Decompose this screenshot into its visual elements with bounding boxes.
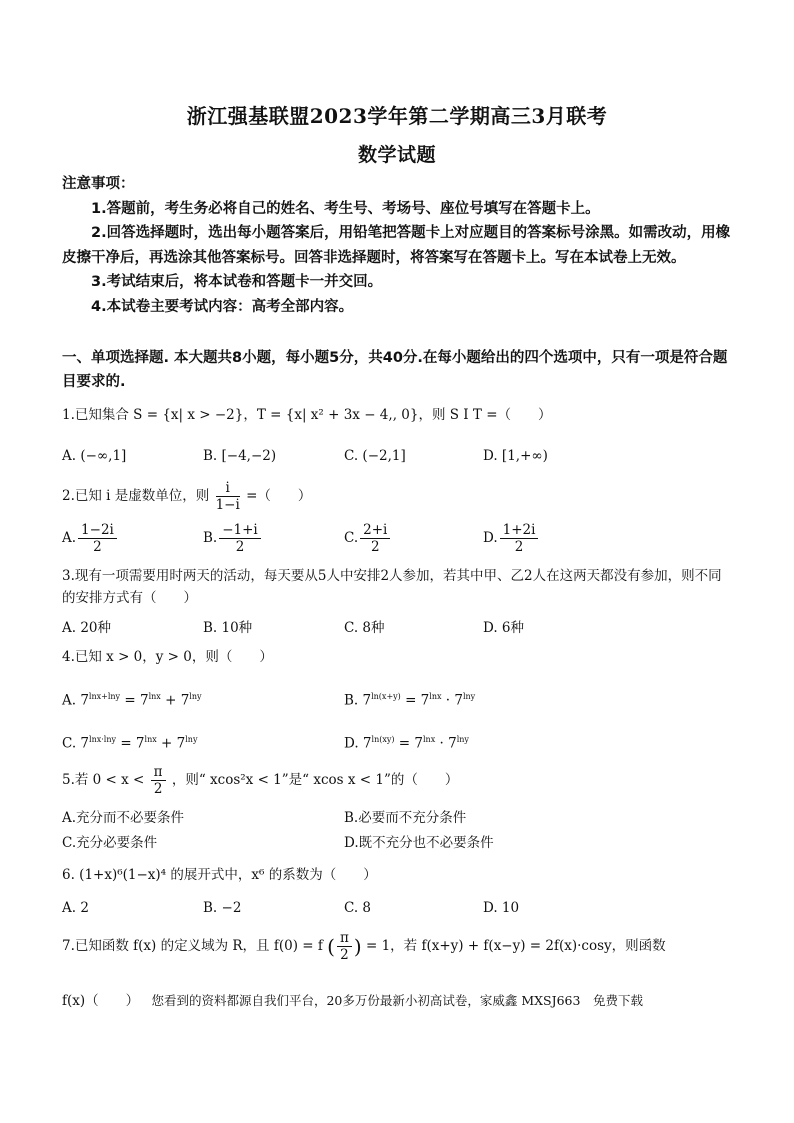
question-7-line2 bbox=[62, 990, 734, 1012]
numerator: 1+2i bbox=[500, 522, 539, 539]
stem-text: = 1，若 f(x+y) + f(x−y) = 2f(x)·cosy，则函数 bbox=[365, 938, 666, 954]
option-label: C. bbox=[344, 530, 359, 546]
stem-text: 2.已知 i 是虚数单位，则 bbox=[62, 488, 210, 504]
exponent: lny bbox=[462, 692, 476, 701]
fraction bbox=[337, 930, 352, 963]
fraction bbox=[78, 522, 117, 555]
fraction bbox=[219, 522, 261, 555]
exponent: ln(x+y) bbox=[371, 692, 401, 701]
numerator: i bbox=[216, 480, 240, 497]
note-item: 1.答题前，考生务必将自己的姓名、考生号、考场号、座位号填写在答题卡上。 bbox=[91, 200, 600, 217]
exponent: lny bbox=[185, 735, 198, 744]
note-item: 3.考试结束后，将本试卷和答题卡一并交回。 bbox=[91, 274, 383, 290]
option-text: C. 7 bbox=[62, 735, 90, 752]
option-b: B. 10种 bbox=[203, 620, 253, 636]
option-text: = 7 bbox=[400, 692, 430, 709]
fraction bbox=[216, 480, 240, 513]
option-d: D. [1,+∞) bbox=[483, 448, 548, 464]
numerator: 2+i bbox=[360, 522, 390, 539]
notes-block bbox=[62, 172, 734, 319]
denominator: 1−i bbox=[215, 497, 240, 513]
question-3-stem: 3.现有一项需要用时两天的活动，每天要从5人中安排2人参加，若其中甲、乙2人在这两天都没有参加，则不同的安排方式有（ ） bbox=[62, 568, 722, 606]
option-b bbox=[344, 692, 475, 709]
question-1-stem: 1.已知集合 S = {x| x > −2}，T = {x| x² + 3x − 4,, 0}，则 S I T =（ ） bbox=[62, 407, 552, 423]
question-7-stem bbox=[62, 930, 734, 963]
exponent: lnx bbox=[148, 692, 161, 701]
stem-text: ，则“ xcos²x < 1”是“ xcos x < 1”的（ ） bbox=[171, 772, 459, 788]
option-c bbox=[344, 522, 392, 555]
option-c: C. 8 bbox=[344, 900, 372, 916]
note-item: 2.回答选择题时，选出每小题答案后，用铅笔把答题卡上对应题目的答案标号涂黑。如需改动，用橡皮擦干净后，再选涂其他答案标号。回答非选择题时，将答案写在答题卡上。写在本试卷上无效。 bbox=[62, 225, 731, 266]
stem-text: =（ ） bbox=[246, 488, 312, 504]
option-a: A. 2 bbox=[62, 900, 89, 916]
option-text: A. 7 bbox=[62, 692, 89, 709]
option-label: D. bbox=[483, 530, 498, 546]
fraction bbox=[360, 522, 390, 555]
exponent: lnx bbox=[422, 735, 436, 744]
denominator: 2 bbox=[370, 539, 380, 555]
option-text: · 7 bbox=[441, 692, 463, 709]
notes-heading: 注意事项： bbox=[62, 176, 135, 192]
option-a: A. (−∞,1] bbox=[62, 448, 127, 464]
footer-note: 您看到的资料都源自我们平台，20多万份最新小初高试卷，家威鑫 MXSJ663 免费下载 bbox=[151, 993, 643, 1008]
option-b: B. −2 bbox=[203, 900, 242, 916]
section-heading: 一、单项选择题. 本大题共8小题，每小题5分，共40分.在每小题给出的四个选项中，只有一项是符合题目要求的. bbox=[62, 350, 728, 390]
paren: ) bbox=[353, 934, 362, 959]
option-a: A. 20种 bbox=[62, 620, 112, 636]
option-b: B.必要而不充分条件 bbox=[344, 810, 467, 826]
note-item: 4.本试卷主要考试内容：高考全部内容。 bbox=[91, 298, 354, 315]
denominator: 2 bbox=[235, 539, 245, 555]
exam-subtitle: 数学试题 bbox=[357, 144, 436, 166]
option-c: C. 8种 bbox=[344, 620, 385, 636]
option-d: D. 6种 bbox=[483, 620, 525, 636]
option-d bbox=[344, 735, 469, 752]
numerator: π bbox=[337, 930, 352, 947]
exponent: lnx+lny bbox=[88, 692, 121, 701]
denominator: 2 bbox=[93, 539, 102, 555]
option-c bbox=[62, 735, 197, 752]
question-6-stem: 6. (1+x)⁶(1−x)⁴ 的展开式中，x⁶ 的系数为（ ） bbox=[62, 867, 377, 883]
exponent: ln(xy) bbox=[371, 735, 395, 744]
option-text: = 7 bbox=[394, 735, 423, 752]
paren: ( bbox=[327, 934, 335, 959]
option-label: A. bbox=[62, 530, 77, 546]
exponent: lnx·lny bbox=[89, 735, 117, 744]
option-text: = 7 bbox=[116, 735, 145, 752]
option-d: D.既不充分也不必要条件 bbox=[344, 835, 494, 851]
numerator: 1−2i bbox=[78, 522, 117, 539]
fraction bbox=[151, 764, 166, 797]
option-text: = 7 bbox=[120, 692, 149, 709]
denominator: 2 bbox=[340, 947, 349, 963]
option-c: C. (−2,1] bbox=[344, 448, 406, 464]
numerator: π bbox=[151, 764, 166, 781]
option-b: B. [−4,−2) bbox=[203, 448, 277, 464]
exponent: lnx bbox=[144, 735, 157, 744]
option-text: + 7 bbox=[160, 692, 190, 709]
option-d: D. 10 bbox=[483, 900, 520, 916]
option-text: + 7 bbox=[156, 735, 186, 752]
option-text: D. 7 bbox=[344, 735, 372, 752]
exponent: lnx bbox=[429, 692, 442, 701]
denominator: 2 bbox=[153, 781, 163, 797]
numerator: −1+i bbox=[219, 522, 261, 539]
exponent: lny bbox=[456, 735, 469, 744]
exponent: lny bbox=[189, 692, 202, 701]
stem-text: 7.已知函数 f(x) 的定义域为 R，且 f(0) = f bbox=[62, 938, 323, 954]
option-text: · 7 bbox=[435, 735, 457, 752]
option-b bbox=[203, 522, 263, 555]
stem-text: f(x)（ ） bbox=[62, 993, 140, 1009]
question-5-stem bbox=[62, 764, 734, 797]
exam-title: 浙江强基联盟2023学年第二学期高三3月联考 bbox=[186, 104, 608, 128]
question-2-stem bbox=[62, 480, 734, 513]
option-c: C.充分必要条件 bbox=[62, 835, 158, 851]
question-4-stem: 4.已知 x > 0，y > 0，则（ ） bbox=[62, 649, 273, 665]
stem-text: 5.若 0 < x < bbox=[62, 772, 145, 788]
denominator: 2 bbox=[514, 539, 524, 555]
option-label: B. bbox=[203, 530, 218, 546]
option-d bbox=[483, 522, 540, 555]
option-a bbox=[62, 522, 119, 555]
fraction bbox=[500, 522, 539, 555]
option-a bbox=[62, 692, 202, 709]
option-a: A.充分而不必要条件 bbox=[62, 810, 185, 826]
option-text: B. 7 bbox=[344, 692, 372, 709]
